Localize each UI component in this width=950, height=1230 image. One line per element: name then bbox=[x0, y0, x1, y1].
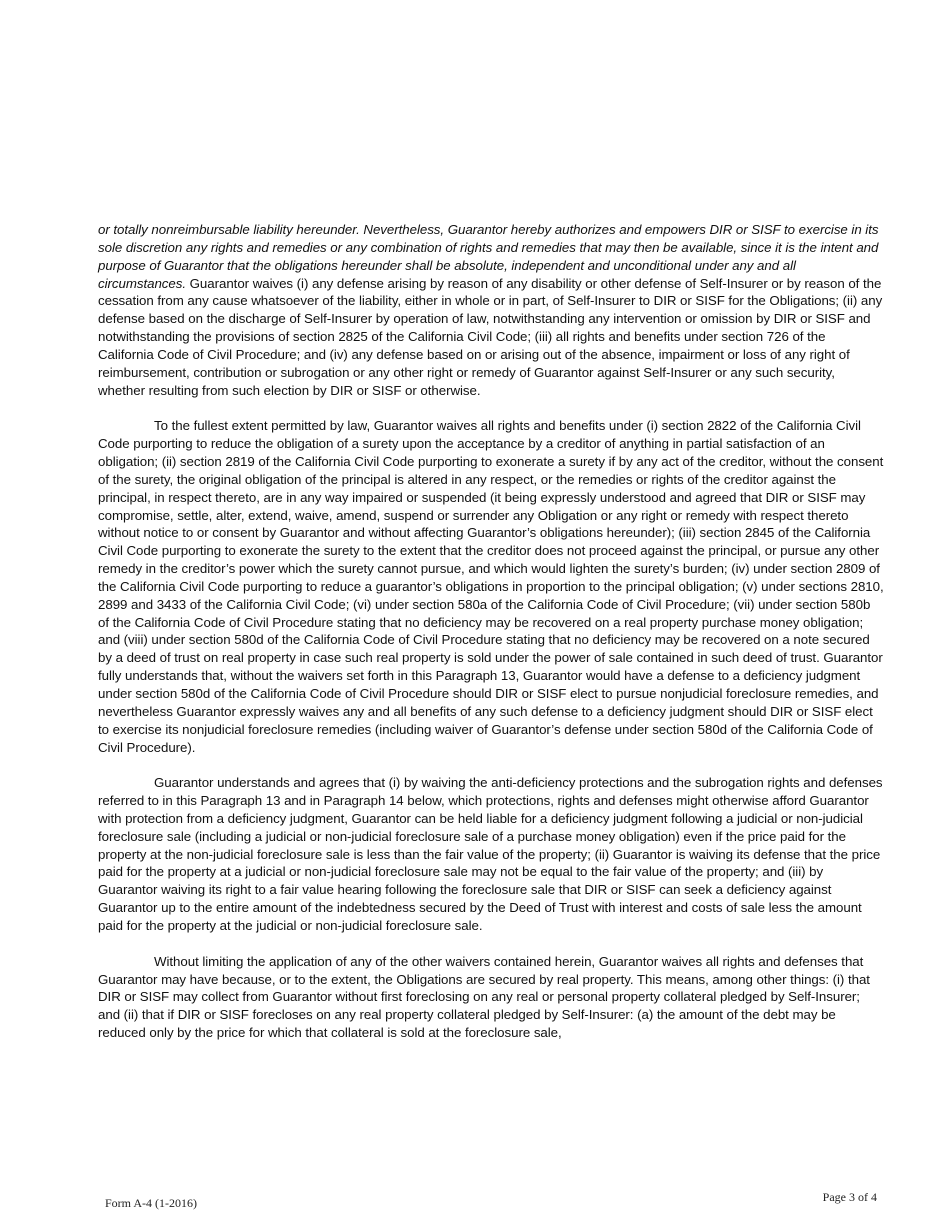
document-body bbox=[98, 221, 884, 1060]
paragraph-real-property-waivers: Without limiting the application of any of the other waivers contained herein, Guarantor waives all rights and defenses that Guarantor may have because, or to the extent, the Obligations are secured by real property. This means, among other things: (i) that DIR or SISF may collect from Guarantor without first foreclosing on any real or personal property collateral pledged by Self-Insurer; and (ii) that if DIR or SISF forecloses on any real property collateral pledged by Self-Insurer: (a) the amount of the debt may be reduced only by the price for which that collateral is sold at the foreclosure sale, bbox=[98, 953, 870, 1041]
paragraph-waiver-of-defenses bbox=[98, 221, 884, 399]
italic-clause: or totally nonreimbursable liability hereunder. Nevertheless, Guarantor hereby authorizes and empowers DIR or SISF to exercise in its sole discretion any rights and remedies or any combination of rights and remedies that may then be available, since it is the intent and purpose of Guarantor that the obligations hereunder shall be absolute, independent and unconditional under any and all circumstances. bbox=[98, 222, 879, 291]
paragraph-anti-deficiency: Guarantor understands and agrees that (i) by waiving the anti-deficiency protections and the subrogation rights and defenses referred to in this Paragraph 13 and in Paragraph 14 below, which protections, rights and defenses might otherwise afford Guarantor with protection from a deficiency judgment, Guarantor can be held liable for a deficiency judgment following a judicial or non-judicial foreclosure sale (including a judicial or non-judicial foreclosure sale of a purchase money obligation) even if the price paid for the property at the non-judicial foreclosure sale is less than the fair value of the property; (ii) Guarantor is waiving its defense that the price paid for the property at a judicial or non-judicial foreclosure sale may not be equal to the fair value of the property; and (iii) by Guarantor waiving its right to a fair value hearing following the foreclosure sale that DIR or SISF can seek a deficiency against Guarantor up to the entire amount of the indebtedness secured by the Deed of Trust with interest and costs of sale less the amount paid for the property at the judicial or non-judicial foreclosure sale. bbox=[98, 775, 883, 933]
page-number: Page 3 of 4 bbox=[822, 1190, 877, 1204]
form-id: Form A-4 (1-2016) bbox=[105, 1196, 197, 1210]
regular-clause: Guarantor waives (i) any defense arising by reason of any disability or other defense of Self-Insurer or by reason of the cessation from any cause whatsoever of the liability, either in whole or in part, of Self-Insurer to DIR or SISF for the Obligations; (ii) any defense based on the discharge of Self-Insurer by operation of law, notwithstanding any intervention or omission by DIR or SISF and notwithstanding the provisions of section 2825 of the California Civil Code; (iii) all rights and benefits under section 726 of the California Code of Civil Procedure; and (iv) any defense based on or arising out of the absence, impairment or loss of any right of reimbursement, contribution or subrogation or any other right or remedy of Guarantor against Self-Insurer or any such security, whether resulting from such election by DIR or SISF or otherwise. bbox=[98, 275, 883, 398]
paragraph-civil-code-waivers: To the fullest extent permitted by law, Guarantor waives all rights and benefits under (i) section 2822 of the California Civil Code purporting to reduce the obligation of a surety upon the acceptance by a creditor of anything in partial satisfaction of an obligation; (ii) section 2819 of the California Civil Code purporting to exonerate a surety if by any act of the creditor, without the consent of the surety, the original obligation of the principal is altered in any respect, or the remedies or rights of the creditor against the principal, in respect thereto, are in any way impaired or suspended (it being expressly understood and agreed that DIR or SISF may compromise, settle, alter, extend, waive, amend, suspend or surrender any Obligation or any right or remedy with respect thereto without notice to or consent by Guarantor and without affecting Guarantor’s obligations hereunder); (iii) section 2845 of the California Civil Code purporting to exonerate the surety to the extent that the creditor does not proceed against the principal, or pursue any other remedy in the creditor’s power which the surety cannot pursue, and which would lighten the surety’s burden; (iv) under section 2809 of the California Civil Code purporting to reduce a guarantor’s obligations in proportion to the principal obligation; (v) under sections 2810, 2899 and 3433 of the California Civil Code; (vi) under section 580a of the California Code of Civil Procedure; (vii) under section 580b of the California Code of Civil Procedure stating that no deficiency may be recovered on a real property purchase money obligation; and (viii) under section 580d of the California Code of Civil Procedure stating that no deficiency may be recovered on a note secured by a deed of trust on real property in case such real property is sold under the power of sale contained in such deed of trust. Guarantor fully understands that, without the waivers set forth in this Paragraph 13, Guarantor would have a defense to a deficiency judgment under section 580d of the California Code of Civil Procedure should DIR or SISF elect to pursue nonjudicial foreclosure remedies, and nevertheless Guarantor expressly waives any and all benefits of any such defense to a deficiency judgment should DIR or SISF elect to exercise its nonjudicial foreclosure remedies (including waiver of Guarantor’s defense under section 580d of the California Code of Civil Procedure). bbox=[98, 418, 884, 755]
